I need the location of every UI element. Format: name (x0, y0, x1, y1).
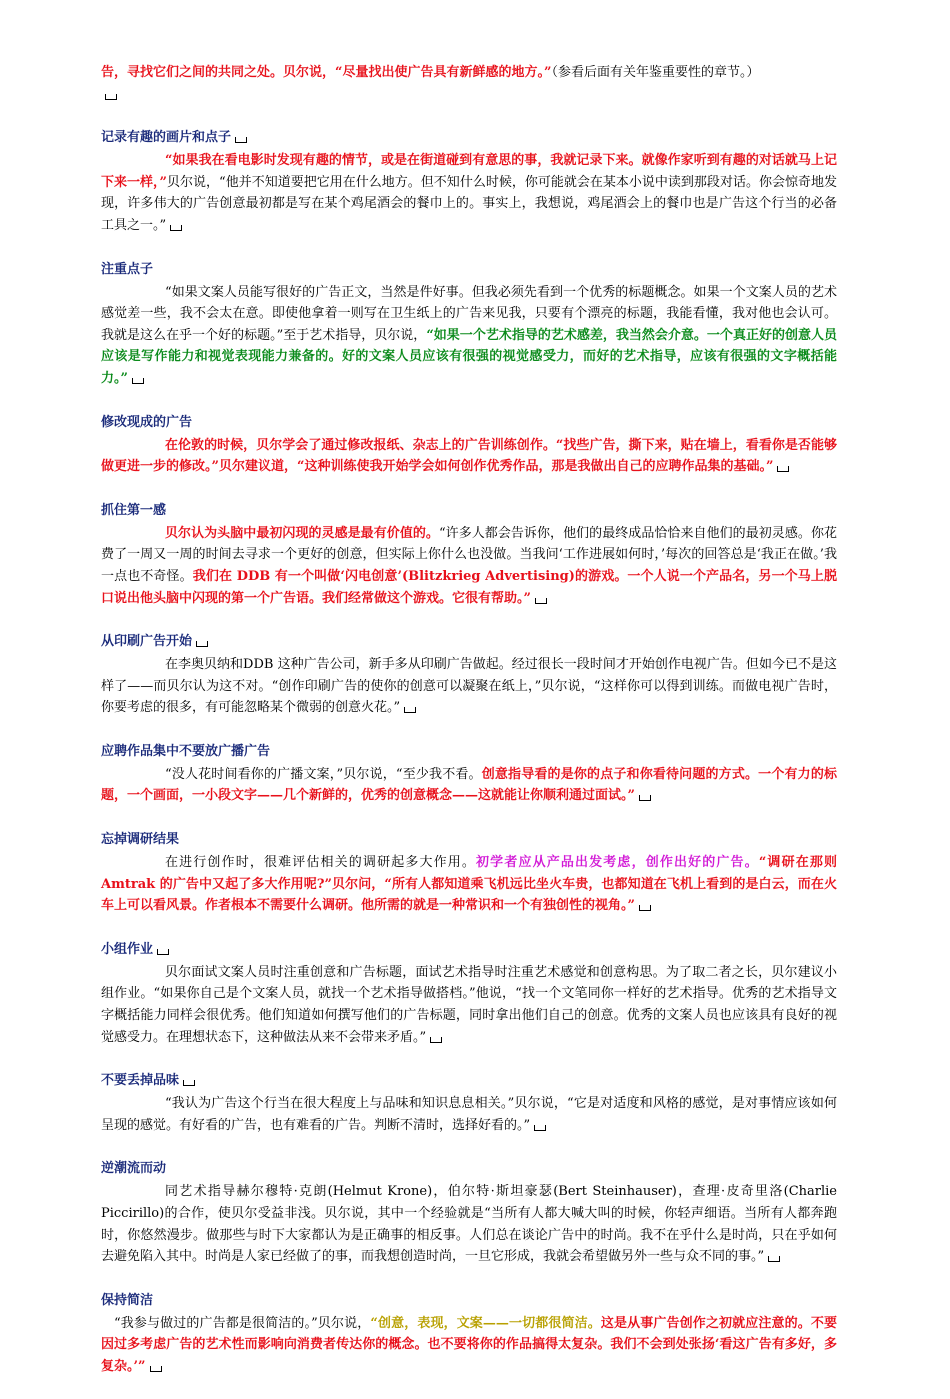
section-body (101, 435, 837, 478)
paragraph-mark-icon (132, 378, 144, 384)
section-heading-text: 保持简洁 (101, 1292, 154, 1308)
body-segment: 创意指导看的是你的点子和你看待问题的方式。一个有力的标题，一个画面，一小段文字——几个新鲜的，优秀的创意概念——这就能让你顺利通过面试。” (101, 766, 837, 804)
body-segment: 初学者应从产品出发考虑，创作出好的广告。 (476, 855, 759, 871)
section (101, 828, 837, 917)
section-heading-text: 记录有趣的画片和点子 (101, 130, 232, 146)
body-segment: 在李奥贝纳和DDB 这种广告公司，新手多从印刷广告做起。经过很长一段时间才开始创作电视广告。但如今已不是这样了——而贝尔认为这不对。“创作印刷广告的使你的创意可以凝聚在纸上，”贝尔说，“这样你可以得到训练。而做电视广告时，你要考虑的很多，有可能忽略某个微弱的创意火花。” (101, 657, 837, 716)
section (101, 126, 837, 236)
section-body (101, 1093, 837, 1136)
section-heading (101, 258, 837, 282)
section-heading-text: 修改现成的广告 (101, 414, 193, 430)
body-segment: 在伦敦的时候，贝尔学会了通过修改报纸、杂志上的广告训练创作。“找些广告，撕下来，贴在墙上，看看你是否能够做更进一步的修改。”贝尔建议道，“这种训练使我开始学会如何创作优秀作品，那是我做出自己的应聘作品集的基础。” (101, 437, 837, 475)
body-segment: 贝尔说，“他并不知道要把它用在什么地方。但不知什么时候，你可能就会在某本小说中读到那段对话。你会惊奇地发现，许多伟大的广告创意最初都是写在某个鸡尾酒会的餐巾上的。事实上，我想说，鸡尾酒会上的餐巾也是广告这个行当的必备工具之一。” (101, 174, 837, 233)
body-segment: “许多人都会告诉你，他们的最终成品恰恰来自他们的最初灵感。你花费了一周又一周的时间去寻求一个更好的创意，但实际上你什么也没做。当我问‘工作进展如何时，’每次的回答总是‘我正在做。’我一点也不奇怪。 (101, 525, 837, 584)
section (101, 1069, 837, 1136)
intro-quote: 告，寻找它们之间的共同之处。贝尔说，“尽量找出使广告具有新鲜感的地方。” (101, 65, 552, 80)
paragraph-mark-icon (105, 94, 117, 100)
section-heading (101, 499, 837, 523)
section-heading-text: 注重点子 (101, 261, 154, 277)
section-heading-text: 应聘作品集中不要放广播广告 (101, 743, 271, 759)
section-body (101, 852, 837, 917)
section-body (101, 654, 837, 719)
paragraph-mark-icon (535, 598, 547, 604)
section-heading (101, 828, 837, 852)
paragraph-mark-icon (768, 1256, 780, 1262)
section-heading (101, 1069, 837, 1093)
section (101, 258, 837, 390)
section-body (101, 150, 837, 236)
intro-text (101, 62, 837, 105)
section-body (101, 764, 837, 807)
section-heading (101, 740, 837, 764)
body-segment: 我们在 DDB 有一个叫做‘闪电创意’(Blitzkrieg Advertising)的游戏。一个人说一个产品名，另一个马上脱口说出他头脑中闪现的第一个广告语。我们经常做这个游戏。它很有帮助。” (101, 568, 837, 606)
paragraph-mark-icon (404, 707, 416, 713)
paragraph-mark-icon (639, 905, 651, 911)
body-segment: 这是从事广告创作之初就应注意的。不要因过多考虑广告的艺术性而影响向消费者传达你的概念。也不要将你的作品搞得太复杂。我们不会到处张扬‘看这广告有多好，多复杂。’” (101, 1315, 837, 1374)
section-heading (101, 1157, 837, 1181)
intro-note: （参看后面有关年鉴重要性的章节。） (551, 65, 760, 80)
paragraph-mark-icon (777, 466, 789, 472)
section-heading (101, 1289, 837, 1313)
body-segment: “如果文案人员能写很好的广告正文，当然是件好事。但我必须先看到一个优秀的标题概念。如果一个文案人员的艺术感觉差一些，我不会太在意。即使他拿着一则写在卫生纸上的广告来见我，只要有个漂亮的标题，我能看懂，我对他也会认可。我就是这么在乎一个好的标题。”至于艺术指导，贝尔说， (101, 284, 837, 343)
body-segment: “我参与做过的广告都是很简洁的。”贝尔说， (114, 1315, 371, 1331)
sections-container (101, 126, 837, 1377)
section-heading (101, 938, 837, 962)
section-heading (101, 411, 837, 435)
paragraph-mark-icon (235, 137, 247, 143)
section-heading-text: 逆潮流而动 (101, 1161, 167, 1177)
section (101, 1157, 837, 1267)
section-body (101, 1313, 837, 1378)
body-segment: “如果我在看电影时发现有趣的情节，或是在街道碰到有意思的事，我就记录下来。就像作家听到有趣的对话就马上记下来一样，” (101, 153, 837, 190)
section (101, 630, 837, 719)
body-segment: 在进行创作时，很难评估相关的调研起多大作用。 (165, 855, 477, 871)
section-heading-text: 不要丢掉品味 (101, 1073, 180, 1089)
section (101, 411, 837, 478)
body-segment: 同艺术指导赫尔穆特·克朗(Helmut Krone)，伯尔特·斯坦豪瑟(Bert Steinhauser)，查理·皮奇里洛(Charlie Piccirillo)的合作，使贝尔受益非浅。贝尔说，其中一个经验就是“当所有人都大喊大叫的时候，你轻声细语。当所有人都奔跑时，你悠然漫步。做那些与时下大家都认为是正确事的相反事。人们总在谈论广告中的时尚。我不在乎什么是时尚，只在乎如何去避免陷入其中。时尚是人家已经做了的事，而我想创造时尚，一旦它形成，我就会希望做另外一些与众不同的事。” (101, 1184, 837, 1265)
body-segment: “创意，表现，文案——一切都很简洁。 (370, 1315, 601, 1331)
section (101, 740, 837, 807)
body-segment: “没人花时间看你的广播文案，”贝尔说，“至少我不看。 (165, 766, 482, 782)
paragraph-mark-icon (150, 1366, 162, 1372)
section-heading (101, 126, 837, 150)
section-body (101, 1181, 837, 1267)
paragraph-mark-icon (430, 1037, 442, 1043)
intro-paragraph (101, 62, 837, 105)
document-page (101, 62, 837, 1399)
body-segment: 贝尔认为头脑中最初闪现的灵感是最有价值的。 (165, 525, 439, 541)
section-heading-text: 小组作业 (101, 941, 154, 957)
body-segment: “调研在那则 Amtrak 的广告中又起了多大作用呢?”贝尔问，“所有人都知道乘飞机远比坐火车贵，也都知道在飞机上看到的是白云，而在火车上可以看风景。作者根本不需要什么调研。他所需的就是一种常识和一个有独创性的视角。” (101, 855, 837, 914)
section-heading-text: 从印刷广告开始 (101, 634, 193, 650)
section-body (101, 282, 837, 390)
section (101, 499, 837, 609)
section (101, 1289, 837, 1378)
paragraph-mark-icon (157, 949, 169, 955)
paragraph-mark-icon (170, 225, 182, 231)
section-body (101, 523, 837, 609)
body-segment: “我认为广告这个行当在很大程度上与品味和知识息息相关。”贝尔说，“它是对适度和风格的感觉，是对事情应该如何呈现的感觉。有好看的广告，也有难看的广告。判断不清时，选择好看的。” (101, 1096, 837, 1133)
section (101, 938, 837, 1048)
paragraph-mark-icon (196, 641, 208, 647)
section-body (101, 962, 837, 1048)
body-segment: 贝尔面试文案人员时注重创意和广告标题，面试艺术指导时注重艺术感觉和创意构思。为了取二者之长，贝尔建议小组作业。“如果你自己是个文案人员，就找一个艺术指导做搭档。”他说，“找一个文笔同你一样好的艺术指导。优秀的艺术指导文字概括能力同样会很优秀。他们知道如何撰写他们的广告标题，同时拿出他们自己的创意。优秀的文案人员也应该具有良好的视觉感受力。在理想状态下，这种做法从来不会带来矛盾。” (101, 964, 837, 1045)
paragraph-mark-icon (183, 1080, 195, 1086)
paragraph-mark-icon (639, 795, 651, 801)
paragraph-mark-icon (534, 1125, 546, 1131)
body-segment: “如果一个艺术指导的艺术感差，我当然会介意。一个真正好的创意人员应该是写作能力和视觉表现能力兼备的。好的文案人员应该有很强的视觉感受力，而好的艺术指导，应该有很强的文字概括能力。” (101, 327, 837, 386)
section-heading-text: 忘掉调研结果 (101, 832, 180, 848)
section-heading-text: 抓住第一感 (101, 502, 167, 518)
section-heading (101, 630, 837, 654)
